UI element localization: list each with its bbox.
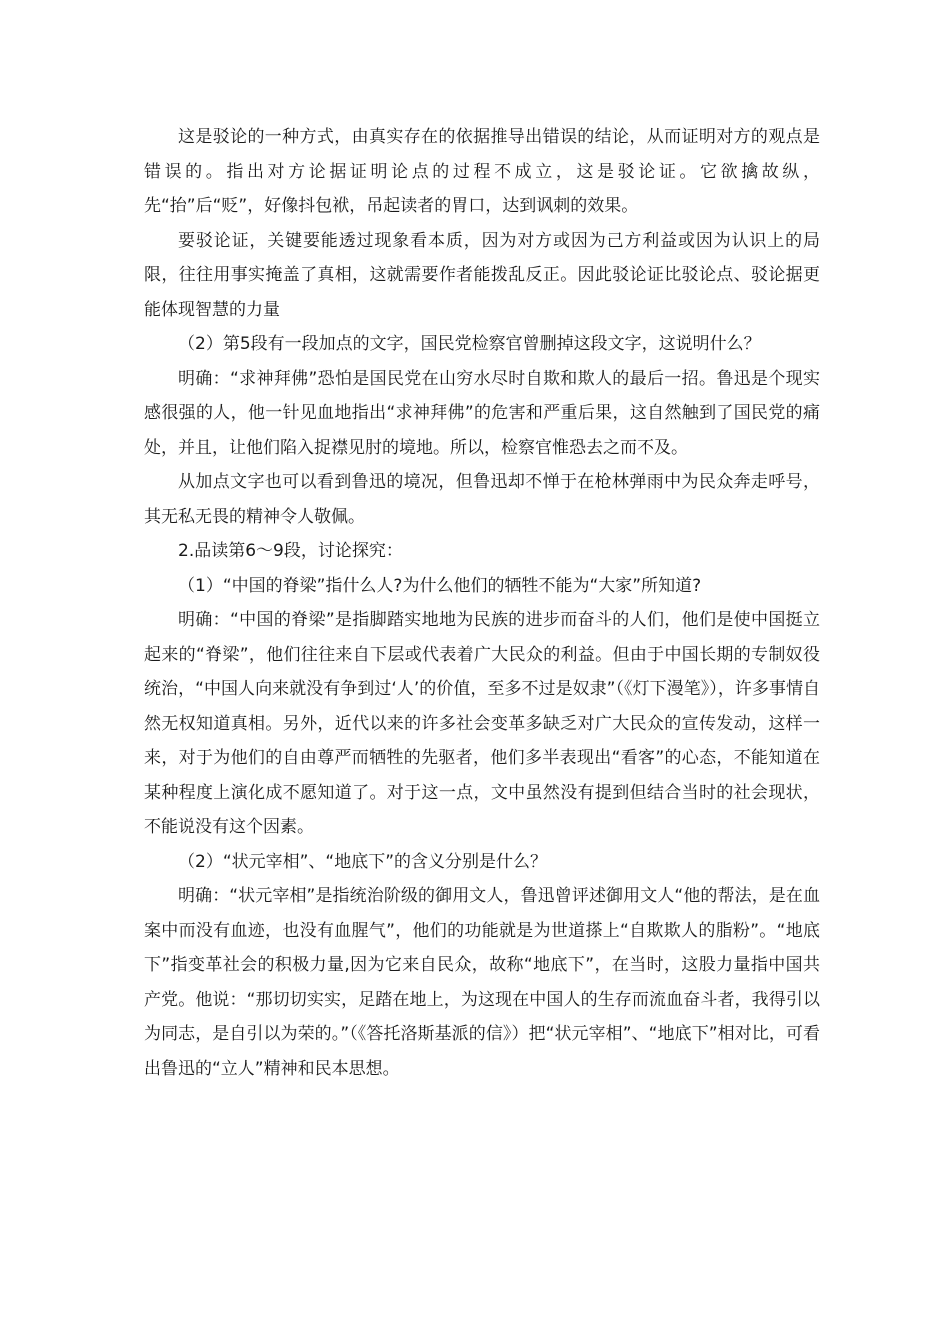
paragraph-lu-xun-situation: 从加点文字也可以看到鲁迅的境况，但鲁迅却不惮于在枪林弹雨中为民众奔走呼号，其无私无畏的精神令人敬佩。 <box>144 472 820 527</box>
document-body <box>144 120 820 1086</box>
question-2-dotted-text: （2）第5段有一段加点的文字，国民党检察官曾删掉这段文字，这说明什么？ <box>178 334 761 354</box>
answer-1-backbone: 明确：“中国的脊梁”是指脚踏实地地为民族的进步而奋斗的人们，他们是使中国挺立起来的“脊梁”，他们往往来自下层或代表着广大民众的利益。但由于中国长期的专制奴役统治，“中国人向来就没有争到过‘人’的价值，至多不过是奴隶”（《灯下漫笔》），许多事情自然无权知道真相。另外，近代以来的许多社会变革多缺乏对广大民众的宣传发动，这样一来，对于为他们的自由尊严而牺牲的先驱者，他们多半表现出“看客”的心态，不能知道在某种程度上演化成不愿知道了。对于这一点，文中虽然没有提到但结合当时的社会现状，不能说没有这个因素。 <box>144 610 820 837</box>
question-2-meaning: （2）“状元宰相”、“地底下”的含义分别是什么？ <box>178 851 548 872</box>
paragraph-refute-argument: 要驳论证，关键要能透过现象看本质，因为对方或因为己方利益或因为认识上的局限，往往用事实掩盖了真相，这就需要作者能拨乱反正。因此驳论证比驳论点、驳论据更能体现智慧的力量 <box>144 230 820 320</box>
answer-2-dotted-text: 明确：“求神拜佛”恐怕是国民党在山穷水尽时自欺和欺人的最后一招。鲁迅是个现实感很强的人，他一针见血地指出“求神拜佛”的危害和严重后果，这自然触到了国民党的痛处，并且，让他们陷入捉襟见肘的境地。所以，检察官惟恐去之而不及。 <box>144 368 820 458</box>
answer-2-meaning: 明确：“状元宰相”是指统治阶级的御用文人，鲁迅曾评述御用文人“他的帮法，是在血案中而没有血迹，也没有血腥气”，他们的功能就是为世道搽上“自欺欺人的脂粉”。“地底下”指变革社会的积极力量,因为它来自民众，故称“地底下”，在当时，这股力量指中国共产党。他说：“那切切实实，足踏在地上，为这现在中国人的生存而流血奋斗者，我得引以为同志，是自引以为荣的。”（《答托洛斯基派的信》）把“状元宰相”、“地底下”相对比，可看出鲁迅的“立人”精神和民本思想。 <box>144 886 820 1079</box>
question-1-backbone: （1）“中国的脊梁”指什么人?为什么他们的牺牲不能为“大家”所知道? <box>178 575 702 596</box>
paragraph-refutation-method: 这是驳论的一种方式，由真实存在的依据推导出错误的结论，从而证明对方的观点是错误的。指出对方论据证明论点的过程不成立，这是驳论证。它欲擒故纵，先“抬”后“贬”，好像抖包袱，吊起读者的胃口，达到讽刺的效果。 <box>144 127 820 216</box>
section-heading-read-6-9: 2.品读第6～9段，讨论探究： <box>178 541 403 561</box>
